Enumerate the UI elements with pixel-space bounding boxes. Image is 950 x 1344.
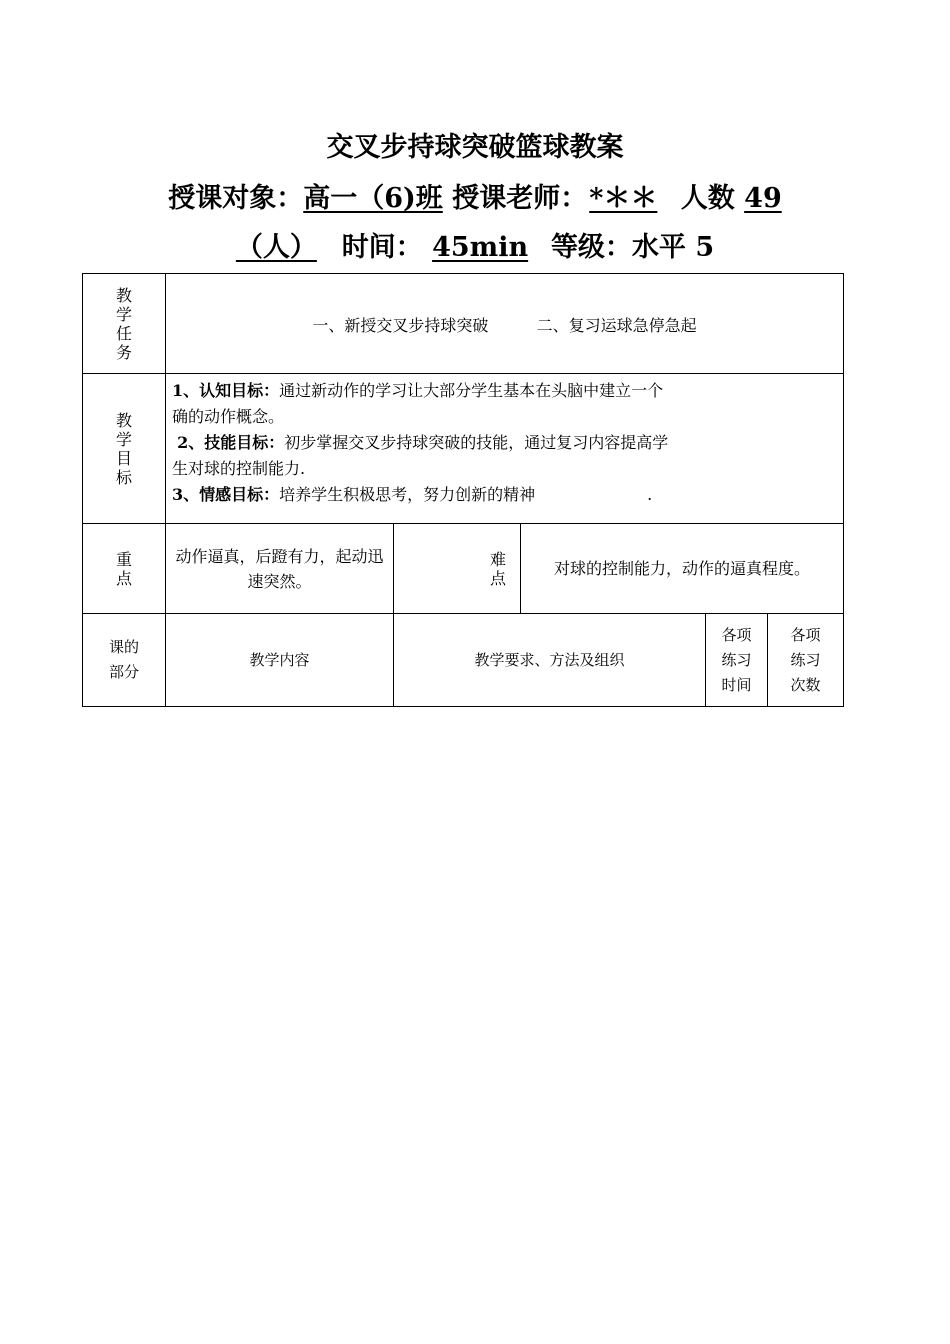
class-name: 高一（6)班 [303,183,443,214]
goal-2: 2、技能目标：初步掌握交叉步持球突破的技能，通过复习内容提高学 [177,433,669,452]
document-title: 交叉步持球突破篮球教案 [326,132,624,163]
lesson-info-line-2 [0,232,950,264]
row-key-difficulty [83,524,844,614]
goal-1: 1、认知目标：通过新动作的学习让大部分学生基本在头脑中建立一个 [172,381,664,400]
goals-label: 教 学 目 标 [83,374,166,524]
row-column-headers [83,614,844,707]
header-content: 教学内容 [166,614,394,707]
row-task [83,274,844,374]
student-count: 49 [744,183,782,214]
row-goals [83,374,844,524]
count-unit: （人） [235,232,317,263]
difficulty-content: 对球的控制能力，动作的逼真程度。 [521,524,844,614]
lesson-info-line-1 [0,183,950,215]
header-time: 各项 练习 时间 [706,614,768,707]
duration: 45min [432,232,529,263]
difficulty-label: 难 点 [394,524,521,614]
label-teacher: 授课老师： [452,183,588,214]
key-label: 重 点 [83,524,166,614]
label-object: 授课对象： [168,183,304,214]
header-method: 教学要求、方法及组织 [394,614,706,707]
task-content: 一、新授交叉步持球突破 二、复习运球急停急起 [166,274,844,374]
key-content: 动作逼真，后蹬有力，起动迅速突然。 [166,524,394,614]
label-count: 人数 [680,183,735,214]
teacher-name: *＊＊ [589,183,658,214]
goal-3: 3、情感目标：培养学生积极思考，努力创新的精神 . [172,485,653,504]
label-level: 等级：水平 5 [550,232,715,263]
header-part: 课的 部分 [83,614,166,707]
task-label: 教 学 任 务 [83,274,166,374]
header-times: 各项 练习 次数 [768,614,844,707]
lesson-plan-table [82,273,844,707]
label-time: 时间： [341,232,423,263]
goals-content: 1、认知目标：通过新动作的学习让大部分学生基本在头脑中建立一个 确的动作概念。 2、技能目标：初步掌握交叉步持球突破的技能，通过复习内容提高学 生对球的控制能力. 3、情感目标：培养学生积极思考，努力创新的精神 . [166,374,844,524]
